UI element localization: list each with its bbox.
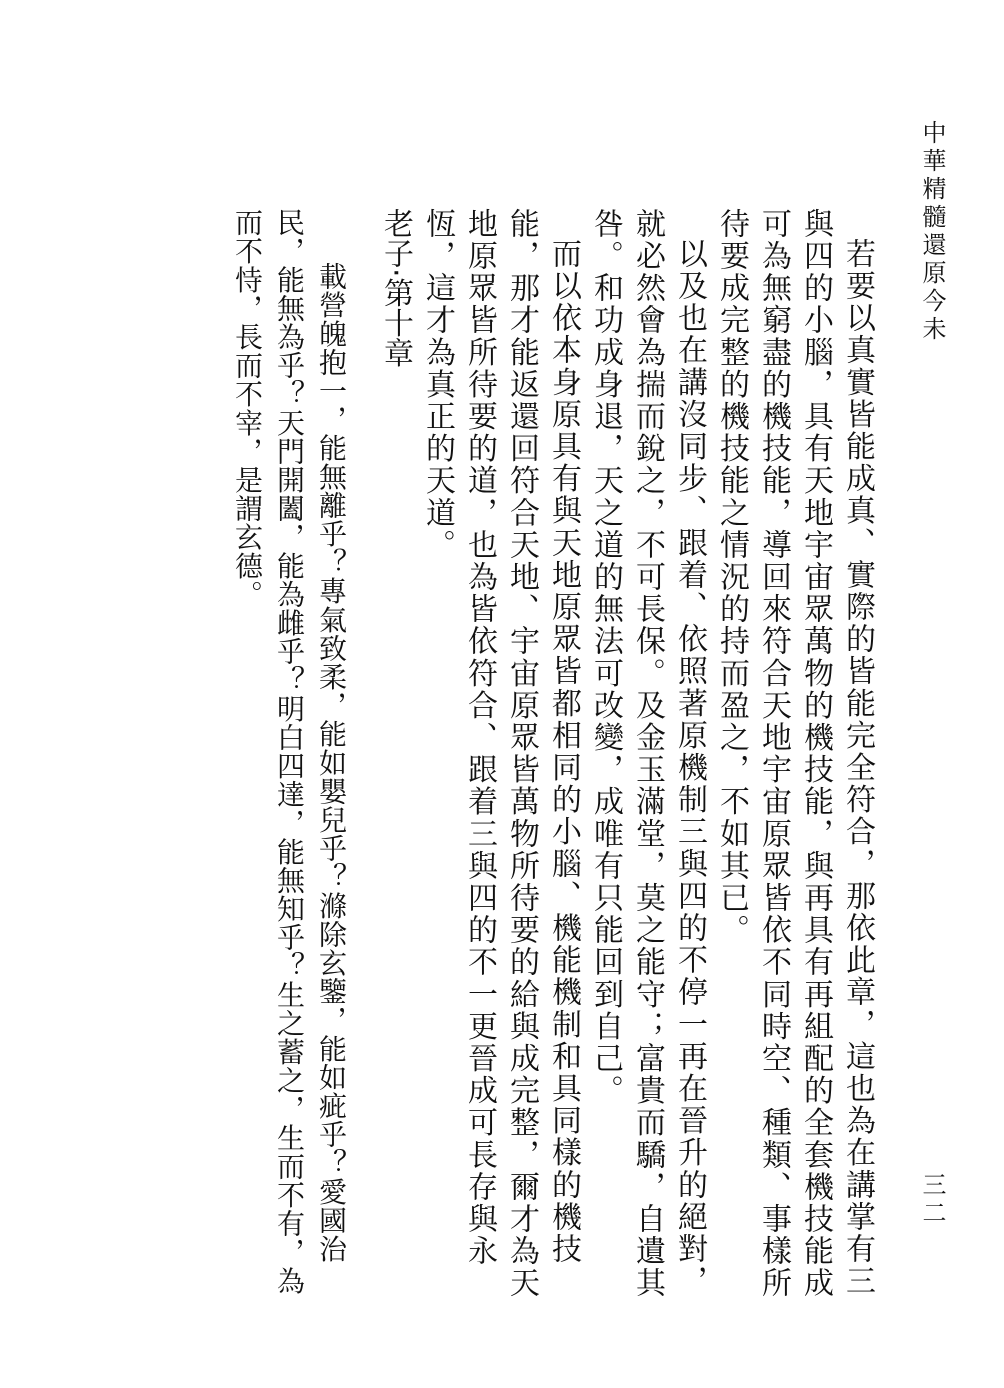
commentary-paragraph-1: 若要以真實皆能成真、實際的皆能完全符合，那依此章，這也為在講掌有三與四的小腦，具有天地宇宙眾萬物的機技能，與再具有再組配的全套機技能成可為無窮盡的機技能，導回來符合天地宇宙原眾皆依不同時空、種類、事樣所待要成完整的機技能之情況的持而盈之，不如其已。: [714, 208, 875, 1300]
vertical-body-text: [178, 208, 878, 1308]
commentary-paragraph-3: 而以依本身原具有與天地原眾皆都相同的小腦、機能機制和具同樣的機技能，那才能返還回符合天地、宇宙原眾皆萬物所待要的給與成完整，爾才為天地原眾皆所待要的道，也為皆依符合、跟着三與四的不一更晉成可長存與永恆，這才為真正的天道。: [420, 208, 581, 1300]
chapter-title: 老子·第十章: [378, 208, 413, 368]
page-number: 三二: [918, 1172, 946, 1228]
running-header-title: 中華精髓還原今未: [918, 120, 946, 344]
chapter-classic-text: 載營魄抱一，能無離乎？專氣致柔，能如嬰兒乎？滌除玄鑒，能如疵乎？愛國治民，能無為乎？天門開闔，能為雌乎？明白四達，能無知乎？生之蓄之，生而不有，為而不恃，長而不宰，是謂玄德。: [231, 208, 348, 1295]
commentary-section: [416, 208, 878, 1308]
commentary-paragraph-2: 以及也在講沒同步、跟着、依照著原機制三與四的不停一再在晉升的絕對，就必然會為揣而銳之，不可長保。及金玉滿堂，莫之能守；富貴而驕，自遺其咎。和功成身退，天之道的無法可改變，成唯有只能回到自己。: [588, 208, 707, 1300]
